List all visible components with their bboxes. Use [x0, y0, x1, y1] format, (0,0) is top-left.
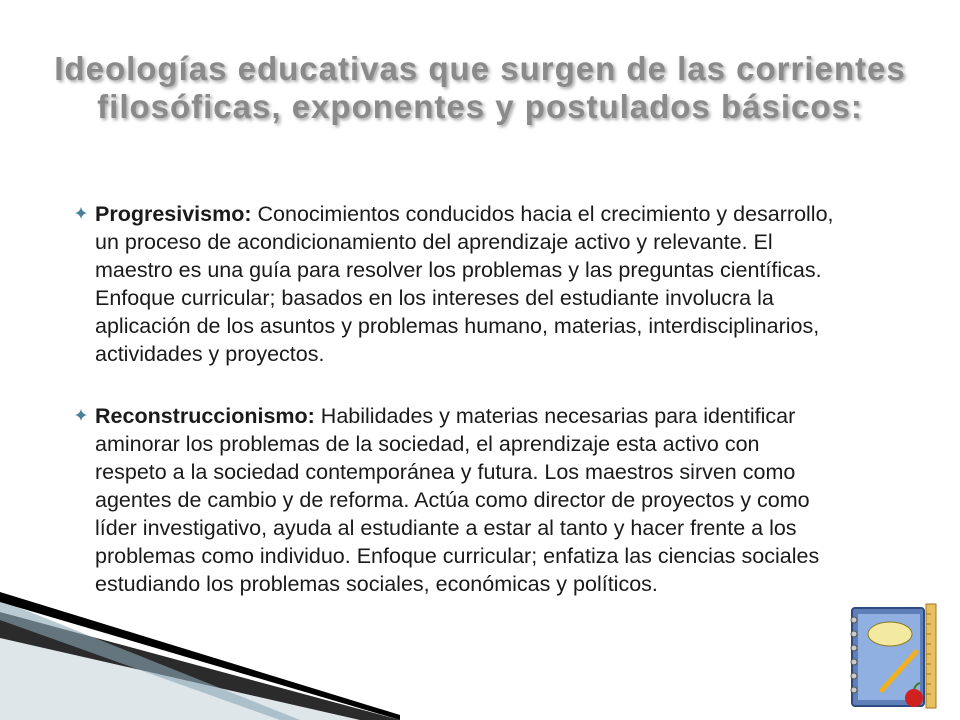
- slide-title: [40, 50, 920, 126]
- bullet-text: [95, 402, 835, 598]
- bullet-body: Habilidades y materias necesarias para identificar aminorar los problemas de la sociedad, el aprendizaje esta activo con respeto a la sociedad contemporánea y futura. Los maestros sirven como agentes de cambio y de reforma. Actúa como director de proyectos y como líder investigativo, ayuda al estudiante a estar al tanto y hacer frente a los problemas como individuo. Enfoque curricular; enfatiza las ciencias sociales estudiando los problemas sociales, económicas y políticos.: [95, 404, 820, 596]
- title-line-2: filosóficas, exponentes y postulados básicos:: [97, 88, 863, 125]
- four-point-star-bullet-icon: [75, 207, 87, 219]
- bullet-list: [75, 200, 835, 632]
- bullet-text: [95, 200, 835, 368]
- four-point-star-bullet-icon: [75, 409, 87, 421]
- bullet-progresivismo: [75, 200, 835, 368]
- bullet-term: Progresivismo:: [95, 202, 252, 226]
- bullet-term: Reconstruccionismo:: [95, 404, 315, 428]
- bullet-reconstruccionismo: [75, 402, 835, 598]
- bullet-body: Conocimientos conducidos hacia el crecimiento y desarrollo, un proceso de acondicionamiento del aprendizaje activo y relevante. El maestro es una guía para resolver los problemas y las preguntas científicas. Enfoque curricular; basados en los intereses del estudiante involucra la aplicación de los asuntos y problemas humano, materias, interdisciplinarios, actividades y proyectos.: [95, 202, 834, 366]
- title-line-1: Ideologías educativas que surgen de las corrientes: [54, 50, 906, 87]
- notebook-pencil-apple-clipart: [842, 600, 942, 715]
